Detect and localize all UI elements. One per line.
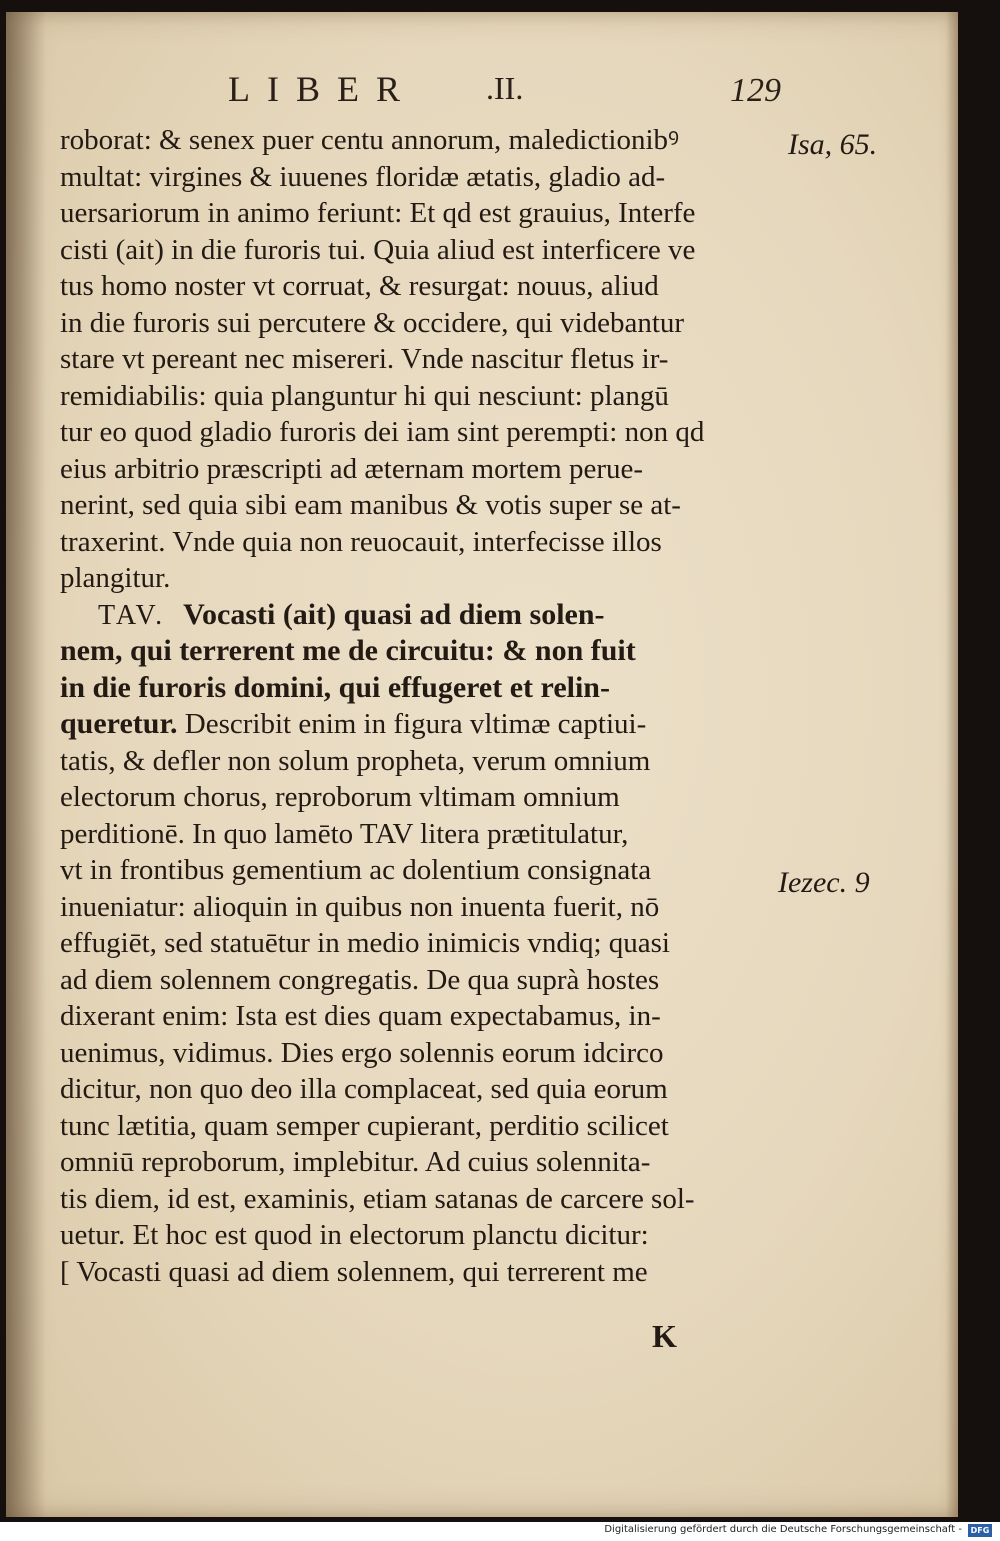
main-text-block [60, 122, 775, 1290]
page-edge [946, 12, 958, 1517]
text-line [60, 779, 775, 816]
line-text: [ Vocasti quasi ad diem solennem, qui terrerent me [60, 1255, 648, 1288]
line-text: eius arbitrio præscripti ad æternam mortem perue- [60, 452, 644, 485]
text-line [60, 1108, 775, 1145]
line-text: tatis, & defler non solum propheta, verum omnium [60, 744, 651, 777]
line-text: in die furoris sui percutere & occidere, qui videbantur [60, 306, 685, 339]
text-line [60, 1254, 775, 1291]
text-line [60, 341, 775, 378]
line-text: vt in frontibus gementium ac dolentium consignata [60, 854, 652, 886]
line-text: perditionē. In quo lamēto TAV litera prætitulatur, [60, 817, 629, 850]
hebrew-letter-heading: TAV. [98, 599, 166, 631]
text-line [60, 487, 775, 524]
text-line [60, 1181, 775, 1218]
text-line [60, 816, 775, 853]
text-line [60, 122, 775, 159]
text-line [60, 1217, 775, 1254]
text-line [60, 451, 775, 488]
text-line [60, 378, 775, 415]
text-line [60, 1071, 775, 1108]
text-line [60, 670, 775, 707]
text-line [60, 633, 775, 670]
line-text: roborat: & senex puer centu annorum, maledictionibꝰ [60, 124, 680, 156]
text-line [60, 852, 775, 889]
line-text: Vocasti (ait) quasi ad diem solen- [183, 597, 605, 631]
line-text: dicitur, non quo deo illa complaceat, sed quia eorum [60, 1073, 668, 1105]
text-line [60, 232, 775, 269]
text-line [60, 706, 775, 743]
text-line [60, 305, 775, 342]
line-text: inueniatur: alioquin in quibus non inuenta fuerit, nō [60, 890, 660, 923]
line-text: stare vt pereant nec misereri. Vnde nascitur fletus ir- [60, 343, 669, 375]
line-text: uersariorum in animo feriunt: Et qd est grauius, Interfe [60, 197, 696, 229]
text-line [60, 743, 775, 780]
line-text: nerint, sed quia sibi eam manibus & votis super se at- [60, 489, 681, 521]
text-line [60, 560, 775, 597]
line-text: remidiabilis: quia planguntur hi qui nesciunt: plangū [60, 379, 669, 412]
line-text: multat: virgines & iuuenes floridæ ætatis, gladio ad- [60, 160, 666, 193]
text-line [60, 998, 775, 1035]
line-text: plangitur. [60, 562, 171, 594]
line-text: tus homo noster vt corruat, & resurgat: nouus, aliud [60, 270, 659, 302]
line-text: tunc lætitia, quam semper cupierant, perditio scilicet [60, 1109, 669, 1142]
text-line [60, 414, 775, 451]
signature-mark: K [652, 1318, 677, 1354]
text-line [60, 1144, 775, 1181]
line-text: uetur. Et hoc est quod in electorum planctu dicitur: [60, 1219, 649, 1251]
text-line [60, 524, 775, 561]
line-text: cisti (ait) in die furoris tui. Quia aliud est interficere ve [60, 233, 696, 266]
line-text: uenimus, vidimus. Dies ergo solennis eorum idcirco [60, 1036, 664, 1069]
spine-shadow [6, 12, 46, 1517]
digitization-credit: Digitalisierung gefördert durch die Deutsche Forschungsgemeinschaft - [604, 1524, 962, 1535]
line-text: traxerint. Vnde quia non reuocauit, interfecisse illos [60, 525, 662, 558]
line-text-continuation: Describit enim in figura vltimæ captiui- [177, 708, 647, 740]
text-line [60, 159, 775, 196]
line-text: ad diem solennem congregatis. De qua suprà hostes [60, 963, 660, 996]
folio-number: 129 [730, 72, 781, 109]
text-line [60, 925, 775, 962]
running-head: LIBER [228, 69, 417, 109]
text-line [60, 962, 775, 999]
line-text: tis diem, id est, examinis, etiam satanas de carcere sol- [60, 1182, 695, 1215]
line-text: tur eo quod gladio furoris dei iam sint perempti: non qd [60, 416, 705, 448]
text-line [60, 268, 775, 305]
text-line [60, 597, 775, 634]
book-part-label: .II. [486, 70, 524, 106]
text-line [60, 889, 775, 926]
line-text: effugiēt, sed statuētur in medio inimicis vndiq; quasi [60, 927, 670, 959]
line-text: omniū reproborum, implebitur. Ad cuius solennita- [60, 1146, 651, 1178]
line-text: dixerant enim: Ista est dies quam expectabamus, in- [60, 1000, 661, 1032]
line-text: electorum chorus, reproborum vltimam omnium [60, 781, 620, 813]
line-text: queretur. [60, 707, 178, 740]
marginal-note-ezekiel: Iezec. 9 [778, 866, 870, 899]
line-text: nem, qui terrerent me de circuitu: & non fuit [60, 634, 636, 667]
line-text: in die furoris domini, qui effugeret et relin- [60, 670, 610, 704]
text-line [60, 195, 775, 232]
text-line [60, 1035, 775, 1072]
marginal-note-isaiah: Isa, 65. [788, 128, 878, 161]
dfg-logo: DFG [968, 1524, 992, 1537]
